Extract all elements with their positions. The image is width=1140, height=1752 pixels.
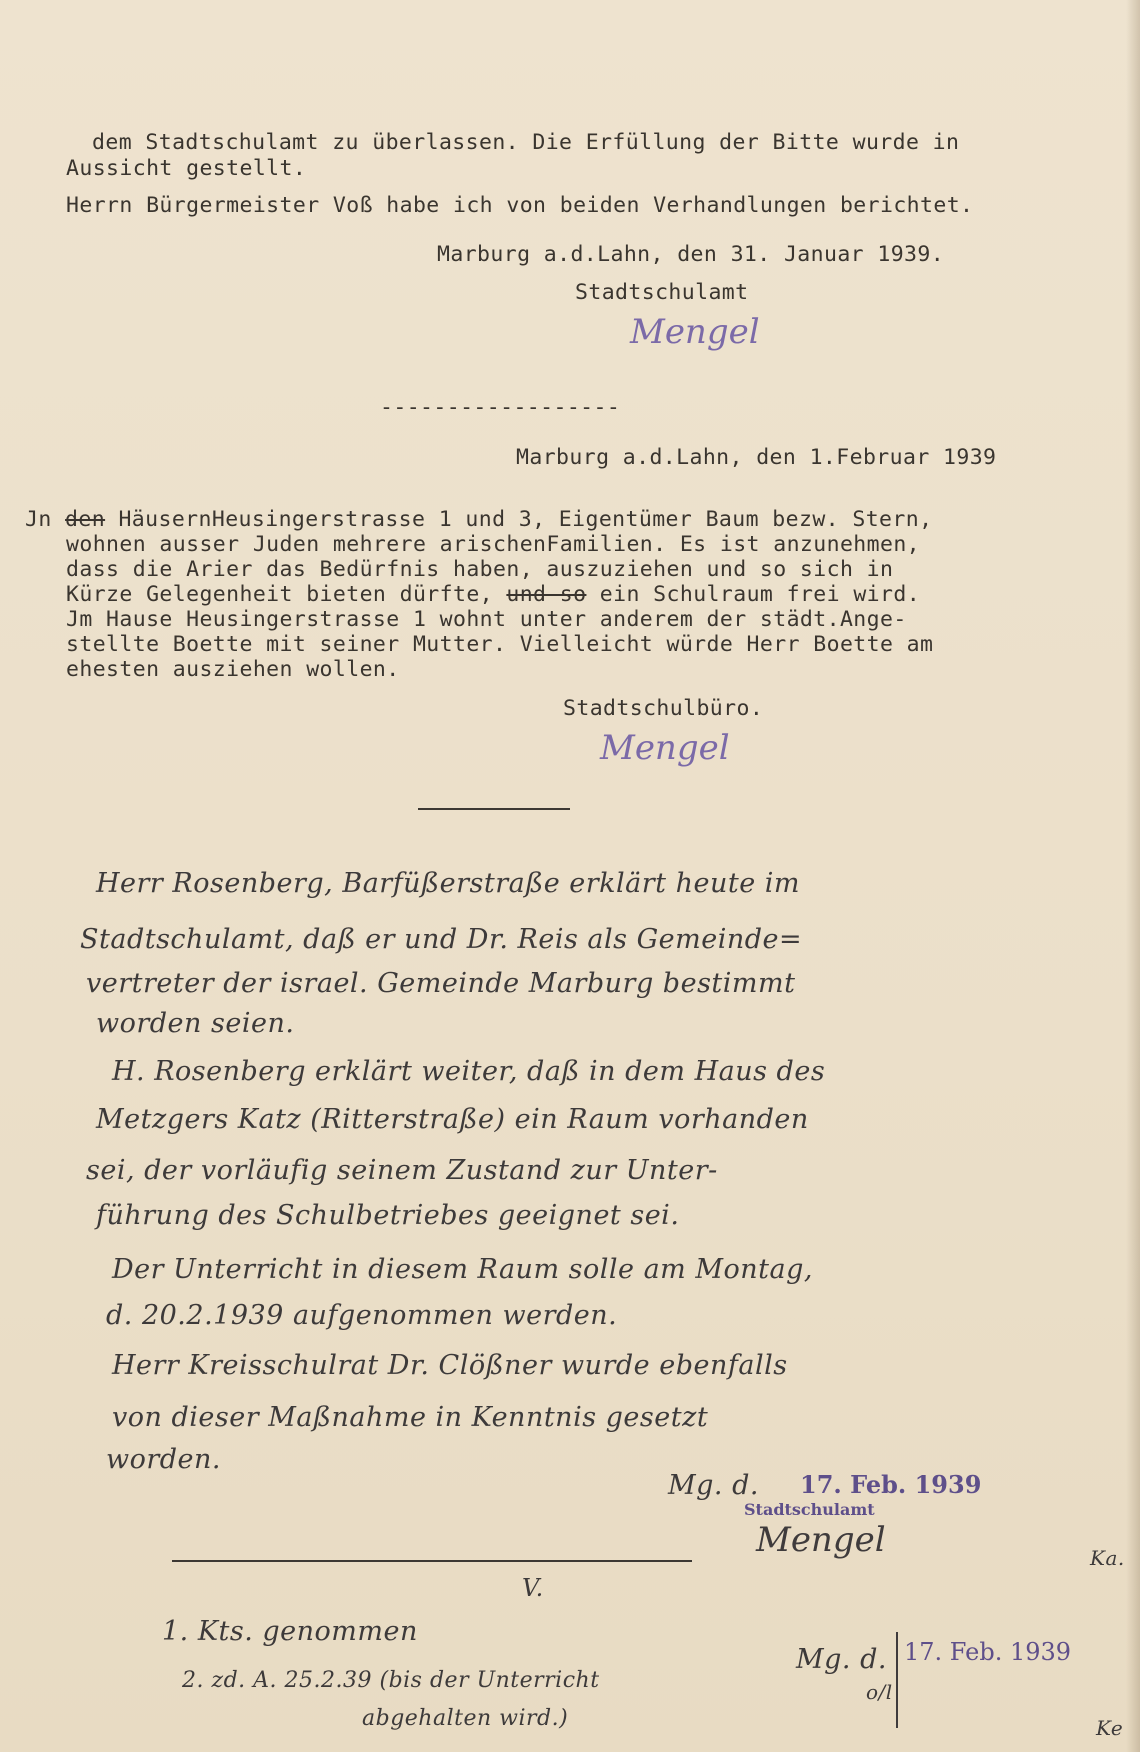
memo-line-4-a: Kürze Gelegenheit bieten dürfte, bbox=[66, 582, 507, 607]
report-line-3: Herrn Bürgermeister Voß habe ich von beiden Verhandlungen berichtet. bbox=[66, 193, 974, 218]
report-line-1: dem Stadtschulamt zu überlassen. Die Erfüllung der Bitte wurde in bbox=[92, 130, 960, 155]
report-office: Stadtschulamt bbox=[575, 280, 749, 305]
section-rule-1 bbox=[418, 808, 570, 810]
handwritten-line-11: Herr Kreisschulrat Dr. Clößner wurde ebenfalls bbox=[112, 1350, 788, 1381]
memo-line-5: Jm Hause Heusingerstrasse 1 wohnt unter anderem der städt.Ange- bbox=[66, 607, 907, 632]
handwritten-line-2: Stadtschulamt, daß er und Dr. Reis als Gemeinde= bbox=[80, 924, 803, 955]
handwritten-line-5: H. Rosenberg erklärt weiter, daß in dem Haus des bbox=[112, 1056, 826, 1087]
report-place-date: Marburg a.d.Lahn, den 31. Januar 1939. bbox=[437, 242, 945, 267]
memo-line-1 bbox=[25, 507, 932, 532]
memo-signature: Mengel bbox=[600, 728, 730, 768]
memo-line-4-b: ein Schulraum frei wird. bbox=[586, 582, 921, 607]
memo-line-6: stellte Boette mit seiner Mutter. Vielleicht würde Herr Boette am bbox=[66, 632, 934, 657]
memo-line-2: wohnen ausser Juden mehrere arischenFamilien. Es ist anzunehmen, bbox=[66, 532, 921, 557]
memo-line-1-rest: HäusernHeusingerstrasse 1 und 3, Eigentümer Baum bezw. Stern, bbox=[105, 507, 933, 532]
edge-mark-1: Ka. bbox=[1090, 1546, 1125, 1570]
handwritten-line-6: Metzgers Katz (Ritterstraße) ein Raum vorhanden bbox=[96, 1104, 809, 1135]
separator-dashes: ------------------ bbox=[380, 395, 621, 420]
memo-line-4-struck: und so bbox=[506, 582, 587, 607]
memo-place-date: Marburg a.d.Lahn, den 1.Februar 1939 bbox=[516, 445, 997, 470]
memo-line-4 bbox=[66, 582, 920, 607]
received-stamp-office: Stadtschulamt bbox=[744, 1500, 875, 1519]
handwritten-line-4: worden seien. bbox=[96, 1008, 295, 1039]
footer-sub-initials: o/l bbox=[866, 1680, 893, 1704]
received-stamp-date: 17. Feb. 1939 bbox=[800, 1470, 982, 1499]
footer-initials: Mg. d. bbox=[796, 1644, 887, 1675]
footer-vertical-stroke bbox=[896, 1632, 898, 1728]
handwritten-line-9: Der Unterricht in diesem Raum solle am Montag, bbox=[112, 1254, 813, 1285]
handwritten-line-8: führung des Schulbetriebes geeignet sei. bbox=[96, 1200, 680, 1231]
memo-line-7: ehesten ausziehen wollen. bbox=[66, 657, 400, 682]
handwritten-initials: Mg. d. bbox=[668, 1470, 759, 1501]
handwritten-line-1: Herr Rosenberg, Barfüßerstraße erklärt heute im bbox=[96, 868, 801, 899]
footer-item-2-cont: abgehalten wird.) bbox=[362, 1706, 569, 1731]
handwritten-signature: Mengel bbox=[756, 1520, 886, 1560]
footer-item-2: 2. zd. A. 25.2.39 (bis der Unterricht bbox=[182, 1668, 600, 1693]
report-line-2: Aussicht gestellt. bbox=[66, 156, 307, 181]
edge-mark-2: Ke bbox=[1096, 1716, 1124, 1740]
handwritten-line-3: vertreter der israel. Gemeinde Marburg bestimmt bbox=[86, 968, 796, 999]
memo-prefix-struck: den bbox=[65, 507, 106, 532]
section-rule-2 bbox=[172, 1560, 692, 1562]
handwritten-line-10: d. 20.2.1939 aufgenommen werden. bbox=[106, 1300, 618, 1331]
handwritten-line-7: sei, der vorläufig seinem Zustand zur Unter- bbox=[86, 1155, 718, 1186]
memo-prefix: Jn bbox=[25, 507, 66, 532]
report-signature: Mengel bbox=[630, 312, 760, 352]
footer-roman-numeral: V. bbox=[522, 1574, 544, 1602]
footer-stamp-date: 17. Feb. 1939 bbox=[904, 1638, 1072, 1666]
memo-office: Stadtschulbüro. bbox=[563, 696, 764, 721]
handwritten-line-13: worden. bbox=[106, 1444, 222, 1475]
memo-line-3: dass die Arier das Bedürfnis haben, auszuziehen und so sich in bbox=[66, 557, 894, 582]
page-edge-shadow bbox=[1126, 0, 1140, 1752]
handwritten-line-12: von dieser Maßnahme in Kenntnis gesetzt bbox=[112, 1402, 709, 1433]
footer-item-1: 1. Kts. genommen bbox=[162, 1616, 418, 1647]
